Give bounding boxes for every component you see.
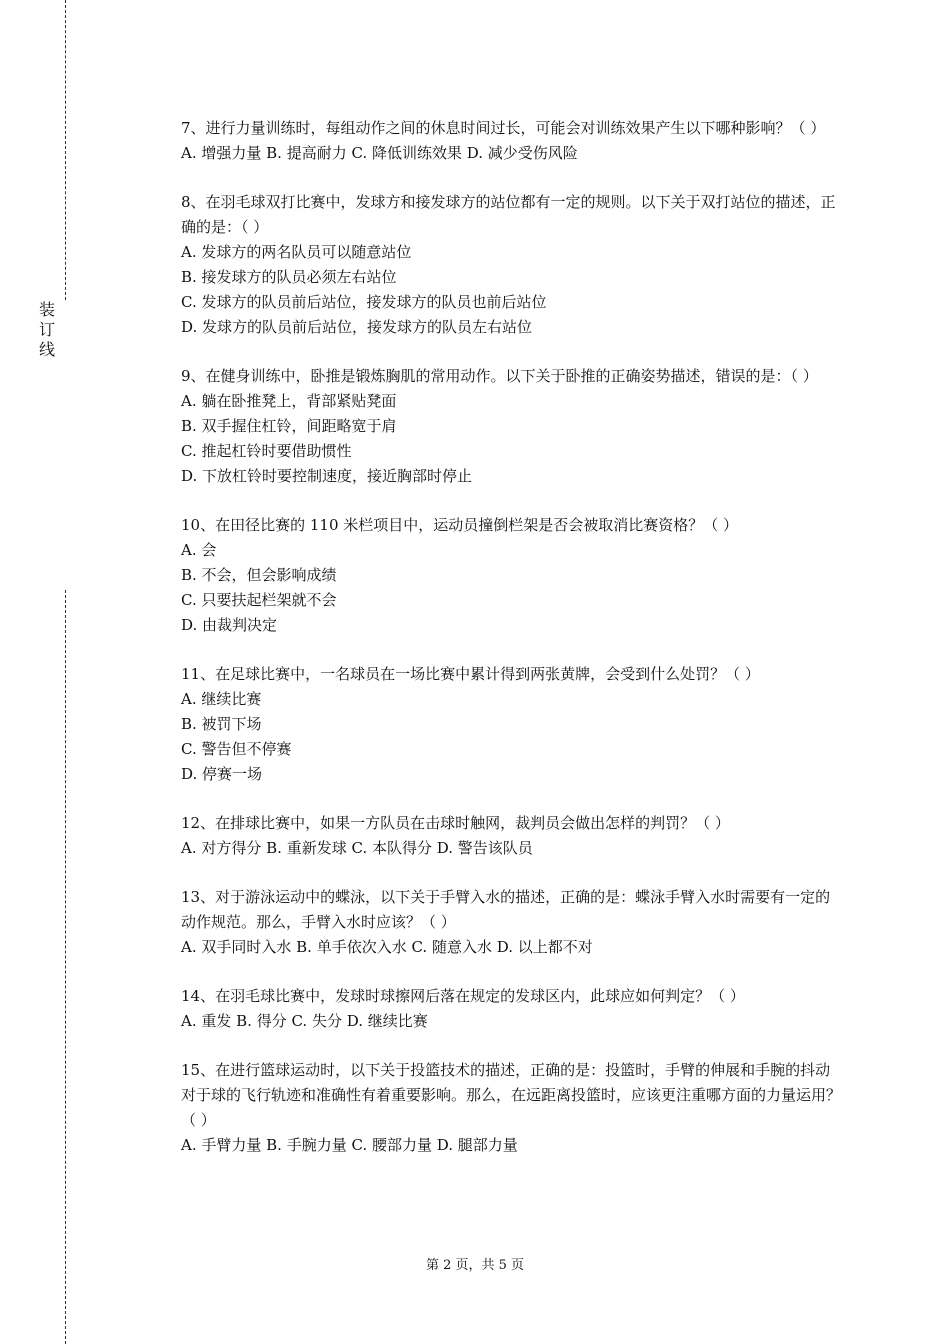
question-options: A. 重发 B. 得分 C. 失分 D. 继续比赛 bbox=[181, 1012, 428, 1030]
option-c: C. 推起杠铃时要借助惯性 bbox=[181, 442, 352, 460]
option-d: D. 由裁判决定 bbox=[181, 616, 278, 634]
page-footer: 第 2 页，共 5 页 bbox=[425, 1258, 525, 1273]
question-7 bbox=[181, 116, 841, 166]
question-stem: 12、在排球比赛中，如果一方队员在击球时触网，裁判员会做出怎样的判罚？（ ） bbox=[181, 814, 730, 832]
binding-char: 线 bbox=[38, 340, 55, 359]
option-a: A. 发球方的两名队员可以随意站位 bbox=[181, 243, 412, 261]
question-14 bbox=[181, 984, 841, 1034]
question-12 bbox=[181, 811, 841, 861]
question-stem: 10、在田径比赛的 110 米栏项目中，运动员撞倒栏架是否会被取消比赛资格？（ ） bbox=[181, 516, 739, 534]
question-11 bbox=[181, 662, 841, 787]
question-stem: 7、进行力量训练时，每组动作之间的休息时间过长，可能会对训练效果产生以下哪种影响？（ ） bbox=[181, 119, 826, 137]
option-b: B. 接发球方的队员必须左右站位 bbox=[181, 268, 397, 286]
option-a: A. 继续比赛 bbox=[181, 690, 262, 708]
binding-line-bottom bbox=[65, 590, 66, 1344]
question-9 bbox=[181, 364, 841, 489]
option-d: D. 下放杠铃时要控制速度，接近胸部时停止 bbox=[181, 467, 473, 485]
question-options: A. 对方得分 B. 重新发球 C. 本队得分 D. 警告该队员 bbox=[181, 839, 533, 857]
option-a: A. 会 bbox=[181, 541, 217, 559]
option-c: C. 警告但不停赛 bbox=[181, 740, 292, 758]
question-stem: 8、在羽毛球双打比赛中，发球方和接发球方的站位都有一定的规则。以下关于双打站位的描述，正确的是：（ ） bbox=[181, 193, 836, 236]
question-stem: 9、在健身训练中，卧推是锻炼胸肌的常用动作。以下关于卧推的正确姿势描述，错误的是：（ ） bbox=[181, 367, 818, 385]
option-b: B. 不会，但会影响成绩 bbox=[181, 566, 337, 584]
binding-line-top bbox=[65, 0, 66, 300]
option-c: C. 只要扶起栏架就不会 bbox=[181, 591, 337, 609]
question-stem: 14、在羽毛球比赛中，发球时球擦网后落在规定的发球区内，此球应如何判定？（ ） bbox=[181, 987, 745, 1005]
option-a: A. 躺在卧推凳上，背部紧贴凳面 bbox=[181, 392, 397, 410]
option-c: C. 发球方的队员前后站位，接发球方的队员也前后站位 bbox=[181, 293, 547, 311]
question-15 bbox=[181, 1058, 841, 1158]
binding-label bbox=[36, 300, 58, 360]
option-b: B. 双手握住杠铃，间距略宽于肩 bbox=[181, 417, 397, 435]
option-d: D. 发球方的队员前后站位，接发球方的队员左右站位 bbox=[181, 318, 533, 336]
question-10 bbox=[181, 513, 841, 638]
question-8 bbox=[181, 190, 841, 340]
option-b: B. 被罚下场 bbox=[181, 715, 262, 733]
question-stem: 15、在进行篮球运动时，以下关于投篮技术的描述，正确的是：投篮时，手臂的伸展和手腕的抖动对于球的飞行轨迹和准确性有着重要影响。那么，在远距离投篮时，应该更注重哪方面的力量运用？（ ） bbox=[181, 1061, 842, 1129]
binding-char: 装 bbox=[38, 300, 55, 319]
question-stem: 11、在足球比赛中，一名球员在一场比赛中累计得到两张黄牌，会受到什么处罚？（ ） bbox=[181, 665, 760, 683]
question-list bbox=[181, 116, 841, 1182]
question-13 bbox=[181, 885, 841, 960]
question-options: A. 手臂力量 B. 手腕力量 C. 腰部力量 D. 腿部力量 bbox=[181, 1136, 518, 1154]
option-d: D. 停赛一场 bbox=[181, 765, 263, 783]
question-options: A. 双手同时入水 B. 单手依次入水 C. 随意入水 D. 以上都不对 bbox=[181, 938, 593, 956]
question-options: A. 增强力量 B. 提高耐力 C. 降低训练效果 D. 减少受伤风险 bbox=[181, 144, 578, 162]
question-stem: 13、对于游泳运动中的蝶泳，以下关于手臂入水的描述，正确的是：蝶泳手臂入水时需要有一定的动作规范。那么，手臂入水时应该？（ ） bbox=[181, 888, 831, 931]
binding-char: 订 bbox=[38, 320, 55, 339]
